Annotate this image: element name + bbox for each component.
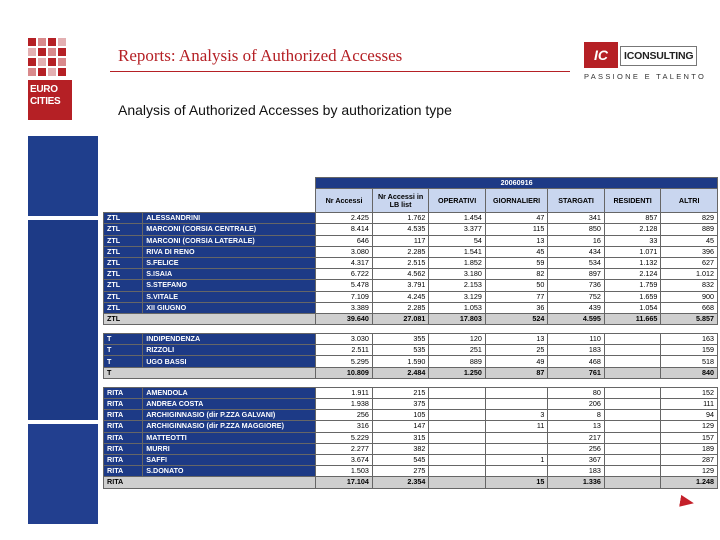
row-value: 1.590 (372, 356, 429, 367)
row-value: 1.054 (604, 302, 661, 313)
row-site: ALESSANDRINI (143, 213, 316, 224)
row-value: 2.128 (604, 224, 661, 235)
row-type: RITA (104, 454, 143, 465)
logo-line-1: EURO (30, 84, 58, 95)
row-value: 77 (485, 291, 547, 302)
row-value (429, 387, 486, 398)
row-type: RITA (104, 410, 143, 421)
row-type: ZTL (104, 302, 143, 313)
table-row (104, 387, 718, 398)
page-title: Reports: Analysis of Authorized Accesses (118, 46, 403, 65)
eurocities-logo-grid-icon (28, 38, 68, 78)
row-type: ZTL (104, 246, 143, 257)
row-type: ZTL (104, 269, 143, 280)
date-header-row (104, 178, 718, 189)
slide-marker-icon (679, 495, 695, 509)
row-value: 45 (485, 246, 547, 257)
table-row (104, 235, 718, 246)
row-value: 45 (661, 235, 718, 246)
row-value: 3.674 (316, 454, 373, 465)
row-value (429, 443, 486, 454)
row-value: 80 (548, 387, 605, 398)
total-value: 1.250 (429, 367, 486, 378)
row-value: 341 (548, 213, 605, 224)
table-row (104, 280, 718, 291)
row-value: 3 (485, 410, 547, 421)
table-row (104, 432, 718, 443)
row-value: 1.852 (429, 257, 486, 268)
row-value: 5.229 (316, 432, 373, 443)
row-site: MATTEOTTI (143, 432, 316, 443)
table-row (104, 334, 718, 345)
total-value: 17.104 (316, 477, 373, 488)
row-site: MURRI (143, 443, 316, 454)
row-value: 315 (372, 432, 429, 443)
row-value: 159 (661, 345, 718, 356)
row-type: T (104, 345, 143, 356)
row-value: 535 (372, 345, 429, 356)
iconsulting-mark-icon: IC (584, 42, 618, 68)
row-value: 183 (548, 345, 605, 356)
row-type: ZTL (104, 213, 143, 224)
total-value: 27.081 (372, 313, 429, 324)
row-value: 287 (661, 454, 718, 465)
row-value: 1.132 (604, 257, 661, 268)
row-value: 256 (548, 443, 605, 454)
row-site: UGO BASSI (143, 356, 316, 367)
row-value: 627 (661, 257, 718, 268)
row-value (485, 466, 547, 477)
page-subtitle: Analysis of Authorized Accesses by authorization type (118, 102, 452, 118)
row-value: 355 (372, 334, 429, 345)
row-value: 256 (316, 410, 373, 421)
row-value: 2.277 (316, 443, 373, 454)
row-value: 2.511 (316, 345, 373, 356)
row-value (604, 356, 661, 367)
row-value: 8 (548, 410, 605, 421)
column-header: GIORNALIERI (485, 189, 547, 213)
row-value: 736 (548, 280, 605, 291)
total-value: 1.336 (548, 477, 605, 488)
row-site: S.STEFANO (143, 280, 316, 291)
row-value: 4.245 (372, 291, 429, 302)
row-value: 646 (316, 235, 373, 246)
row-value: 1.503 (316, 466, 373, 477)
row-value: 1.762 (372, 213, 429, 224)
row-value (604, 443, 661, 454)
table-row (104, 454, 718, 465)
row-value: 752 (548, 291, 605, 302)
row-value: 251 (429, 345, 486, 356)
row-value: 1.759 (604, 280, 661, 291)
total-value: 2.484 (372, 367, 429, 378)
row-type: ZTL (104, 280, 143, 291)
row-value (604, 399, 661, 410)
row-value: 206 (548, 399, 605, 410)
row-value: 115 (485, 224, 547, 235)
row-value: 434 (548, 246, 605, 257)
row-site: RIZZOLI (143, 345, 316, 356)
report-date: 20060916 (316, 178, 718, 189)
row-value: 8.414 (316, 224, 373, 235)
row-value: 163 (661, 334, 718, 345)
row-site: S.VITALE (143, 291, 316, 302)
group-separator (104, 378, 718, 387)
column-header: Nr Accessi in LB list (372, 189, 429, 213)
row-value: 316 (316, 421, 373, 432)
side-bar (28, 220, 98, 420)
table-row (104, 246, 718, 257)
row-value (429, 410, 486, 421)
group-total-row (104, 367, 718, 378)
row-value: 152 (661, 387, 718, 398)
row-value: 129 (661, 466, 718, 477)
row-site: S.ISAIA (143, 269, 316, 280)
total-value: 4.595 (548, 313, 605, 324)
row-value: 2.124 (604, 269, 661, 280)
row-value: 900 (661, 291, 718, 302)
row-value: 1.454 (429, 213, 486, 224)
table-row (104, 421, 718, 432)
row-value: 1.938 (316, 399, 373, 410)
row-value (429, 466, 486, 477)
total-value: 17.803 (429, 313, 486, 324)
row-value (429, 454, 486, 465)
row-value: 3.180 (429, 269, 486, 280)
group-total-row (104, 313, 718, 324)
total-value: 39.640 (316, 313, 373, 324)
row-value: 215 (372, 387, 429, 398)
row-value: 5.295 (316, 356, 373, 367)
row-value: 829 (661, 213, 718, 224)
title-divider (110, 71, 570, 72)
total-value: 10.809 (316, 367, 373, 378)
side-bar (28, 136, 98, 216)
row-site: S.FELICE (143, 257, 316, 268)
table-row (104, 291, 718, 302)
row-value: 16 (548, 235, 605, 246)
row-value (429, 432, 486, 443)
row-value: 518 (661, 356, 718, 367)
row-value: 110 (548, 334, 605, 345)
table-row (104, 466, 718, 477)
row-value: 1.541 (429, 246, 486, 257)
row-value (604, 410, 661, 421)
row-value (429, 421, 486, 432)
eurocities-side-strip (0, 0, 98, 540)
total-value: 11.665 (604, 313, 661, 324)
row-value: 3.030 (316, 334, 373, 345)
row-value: 3.791 (372, 280, 429, 291)
row-site: XII GIUGNO (143, 302, 316, 313)
iconsulting-name: ICONSULTING (620, 46, 697, 66)
row-value: 183 (548, 466, 605, 477)
total-value (429, 477, 486, 488)
row-value (604, 387, 661, 398)
row-type: T (104, 334, 143, 345)
row-value: 832 (661, 280, 718, 291)
row-value: 889 (429, 356, 486, 367)
row-type: RITA (104, 421, 143, 432)
total-value: 840 (661, 367, 718, 378)
row-type: ZTL (104, 291, 143, 302)
column-header: ALTRI (661, 189, 718, 213)
row-value: 120 (429, 334, 486, 345)
row-value (604, 421, 661, 432)
row-value: 1.053 (429, 302, 486, 313)
table-row (104, 399, 718, 410)
row-value: 157 (661, 432, 718, 443)
row-value: 534 (548, 257, 605, 268)
table-row (104, 443, 718, 454)
row-value: 7.109 (316, 291, 373, 302)
row-site: AMENDOLA (143, 387, 316, 398)
row-value: 375 (372, 399, 429, 410)
row-value: 1.012 (661, 269, 718, 280)
row-value: 13 (485, 235, 547, 246)
row-type: RITA (104, 387, 143, 398)
row-value: 111 (661, 399, 718, 410)
iconsulting-tagline: PASSIONE E TALENTO (584, 72, 707, 81)
group-total-row (104, 477, 718, 488)
row-type: RITA (104, 399, 143, 410)
row-value: 1 (485, 454, 547, 465)
row-value: 147 (372, 421, 429, 432)
row-type: RITA (104, 466, 143, 477)
row-value (429, 399, 486, 410)
row-value: 4.317 (316, 257, 373, 268)
row-value: 2.153 (429, 280, 486, 291)
row-value: 3.377 (429, 224, 486, 235)
row-value: 189 (661, 443, 718, 454)
row-site: RIVA DI RENO (143, 246, 316, 257)
total-value: 524 (485, 313, 547, 324)
row-value: 367 (548, 454, 605, 465)
accesses-report-table (103, 177, 718, 489)
row-value: 50 (485, 280, 547, 291)
total-value: 87 (485, 367, 547, 378)
total-label: RITA (104, 477, 316, 488)
table-row (104, 345, 718, 356)
row-value: 105 (372, 410, 429, 421)
row-value: 94 (661, 410, 718, 421)
row-value (604, 334, 661, 345)
row-value (604, 454, 661, 465)
row-value: 3.389 (316, 302, 373, 313)
row-value: 49 (485, 356, 547, 367)
row-site: S.DONATO (143, 466, 316, 477)
row-value (604, 432, 661, 443)
row-value: 275 (372, 466, 429, 477)
row-value: 129 (661, 421, 718, 432)
side-bar (28, 424, 98, 524)
row-value: 668 (661, 302, 718, 313)
table-row (104, 356, 718, 367)
total-value (604, 477, 661, 488)
row-value (604, 345, 661, 356)
row-site: ANDREA COSTA (143, 399, 316, 410)
row-value: 59 (485, 257, 547, 268)
row-value: 1.659 (604, 291, 661, 302)
row-site: MARCONI (CORSIA CENTRALE) (143, 224, 316, 235)
table-row (104, 410, 718, 421)
row-value: 25 (485, 345, 547, 356)
eurocities-logo (28, 80, 72, 120)
iconsulting-logo (584, 42, 707, 82)
row-value: 382 (372, 443, 429, 454)
row-value: 2.425 (316, 213, 373, 224)
row-site: ARCHIGINNASIO (dir P.ZZA MAGGIORE) (143, 421, 316, 432)
row-value (485, 387, 547, 398)
row-value: 2.285 (372, 302, 429, 313)
row-value: 857 (604, 213, 661, 224)
table-row (104, 224, 718, 235)
row-value: 3.080 (316, 246, 373, 257)
column-header: STARGATI (548, 189, 605, 213)
row-value: 47 (485, 213, 547, 224)
row-value: 2.515 (372, 257, 429, 268)
row-site: SAFFI (143, 454, 316, 465)
row-value: 3.129 (429, 291, 486, 302)
row-type: ZTL (104, 224, 143, 235)
row-value: 54 (429, 235, 486, 246)
row-type: RITA (104, 432, 143, 443)
row-site: ARCHIGINNASIO (dir P.ZZA GALVANI) (143, 410, 316, 421)
table-row (104, 269, 718, 280)
total-label: T (104, 367, 316, 378)
total-value: 761 (548, 367, 605, 378)
row-value: 396 (661, 246, 718, 257)
group-separator (104, 325, 718, 334)
row-value: 468 (548, 356, 605, 367)
table-row (104, 213, 718, 224)
row-value: 36 (485, 302, 547, 313)
total-value (604, 367, 661, 378)
row-value: 2.285 (372, 246, 429, 257)
column-header: RESIDENTI (604, 189, 661, 213)
row-value: 850 (548, 224, 605, 235)
row-value (485, 399, 547, 410)
row-value (485, 443, 547, 454)
row-type: ZTL (104, 257, 143, 268)
row-site: MARCONI (CORSIA LATERALE) (143, 235, 316, 246)
row-value: 33 (604, 235, 661, 246)
row-value: 13 (485, 334, 547, 345)
total-value: 1.248 (661, 477, 718, 488)
row-value: 13 (548, 421, 605, 432)
table-row (104, 302, 718, 313)
table-row (104, 257, 718, 268)
total-value: 2.354 (372, 477, 429, 488)
row-value: 545 (372, 454, 429, 465)
column-header: Nr Accessi (316, 189, 373, 213)
column-header-row (104, 189, 718, 213)
row-value (604, 466, 661, 477)
row-site: INDIPENDENZA (143, 334, 316, 345)
row-type: ZTL (104, 235, 143, 246)
row-value: 439 (548, 302, 605, 313)
row-value: 4.535 (372, 224, 429, 235)
row-type: T (104, 356, 143, 367)
row-value: 897 (548, 269, 605, 280)
row-value: 6.722 (316, 269, 373, 280)
row-value: 11 (485, 421, 547, 432)
row-value: 1.071 (604, 246, 661, 257)
row-value (485, 432, 547, 443)
row-value: 4.562 (372, 269, 429, 280)
row-value: 5.478 (316, 280, 373, 291)
row-value: 1.911 (316, 387, 373, 398)
logo-line-2: CITIES (30, 96, 61, 107)
total-value: 15 (485, 477, 547, 488)
total-label: ZTL (104, 313, 316, 324)
row-value: 889 (661, 224, 718, 235)
row-value: 117 (372, 235, 429, 246)
row-value: 217 (548, 432, 605, 443)
column-header: OPERATIVI (429, 189, 486, 213)
row-type: RITA (104, 443, 143, 454)
row-value: 82 (485, 269, 547, 280)
total-value: 5.857 (661, 313, 718, 324)
